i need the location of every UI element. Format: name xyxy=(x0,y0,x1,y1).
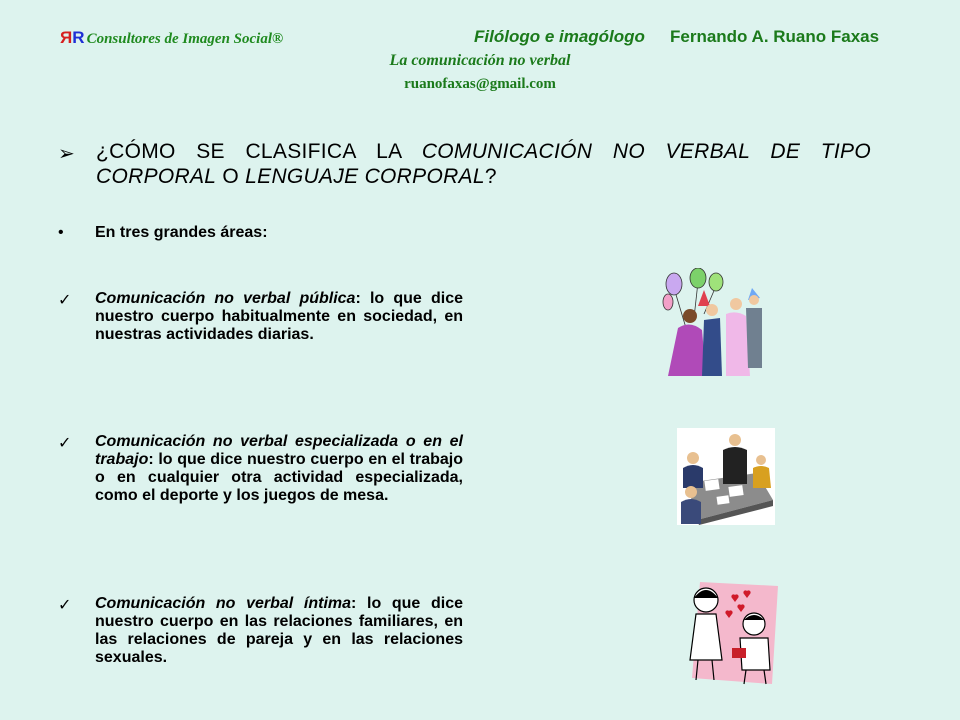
slide-subtitle: La comunicación no verbal xyxy=(389,52,571,69)
checkmark-icon: ✓ xyxy=(58,292,72,309)
contact-email: ruanofaxas@gmail.com xyxy=(404,76,556,92)
dot-bullet-icon: • xyxy=(58,224,64,241)
brand-logo xyxy=(60,28,283,48)
list-item-public: Comunicación no verbal pública: lo que dice nuestro cuerpo habitualmente en sociedad, en nuestras actividades diarias. xyxy=(95,290,464,343)
list-item-intimate: Comunicación no verbal íntima: lo que dice nuestro cuerpo en las relaciones familiares, en las relaciones de pareja y en las relaciones sexuales. xyxy=(95,595,464,666)
checkmark-icon: ✓ xyxy=(58,597,72,614)
party-clipart-image xyxy=(660,268,770,378)
brand-mark-r-mirrored: R xyxy=(60,28,73,47)
author-role: Filólogo e imagólogo xyxy=(474,27,645,46)
brand-mark-r: R xyxy=(72,28,85,47)
couple-clipart-image xyxy=(682,580,782,685)
slide-question: ¿CÓMO SE CLASIFICA LA COMUNICACIÓN NO VERBAL DE TIPO CORPORAL O LENGUAJE CORPORAL? xyxy=(96,140,871,188)
checkmark-icon: ✓ xyxy=(58,435,72,452)
author-name: Fernando A. Ruano Faxas xyxy=(670,27,880,46)
arrow-bullet-icon: ➢ xyxy=(58,143,75,165)
meeting-clipart-image xyxy=(677,428,775,525)
list-item-work: Comunicación no verbal especializada o en el trabajo: lo que dice nuestro cuerpo en el trabajo o en cualquier otra actividad especializada, como el deporte y los juegos de mesa. xyxy=(95,433,463,504)
brand-name: Consultores de Imagen Social® xyxy=(86,31,284,47)
intro-text: En tres grandes áreas: xyxy=(95,224,268,241)
